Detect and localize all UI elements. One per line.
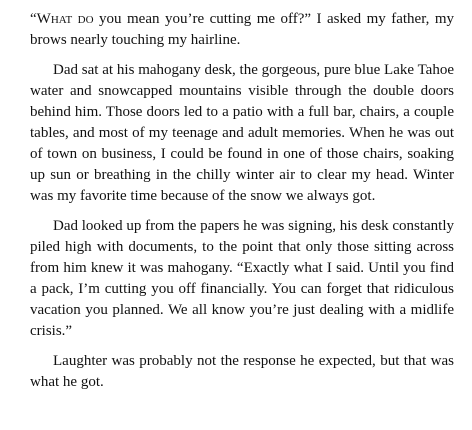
paragraph-2: Dad sat at his mahogany desk, the gorgeous, pure blue Lake Tahoe water and snowcapped mountains visible through the double doors behind him. Those doors led to a patio with a full bar, chairs, a couple tables, and most of my teenage and adult memories. When he was out of town on business, I could be found in one of those chairs, soaking up sun or breathing in the chilly winter air to clear my head. Winter was my favorite time because of the snow we always got. <box>30 62 454 204</box>
paragraph-3: Dad looked up from the papers he was signing, his desk constantly piled high with documents, to the point that only those sitting across from him knew it was mahogany. “Exactly what I said. Until you find a pack, I’m cutting you off financially. You can forget that ridiculous vacation you planned. We all know you’re just dealing with a midlife crisis.” <box>30 218 454 339</box>
opening-small-caps: “What do <box>30 11 94 27</box>
paragraph-4: Laughter was probably not the response he expected, but that was what he got. <box>30 353 454 390</box>
paragraph-1-text: you mean you’re cutting me off?” I asked my father, my brows nearly touching my hairline. <box>30 11 454 48</box>
paragraph-1 <box>30 9 454 51</box>
